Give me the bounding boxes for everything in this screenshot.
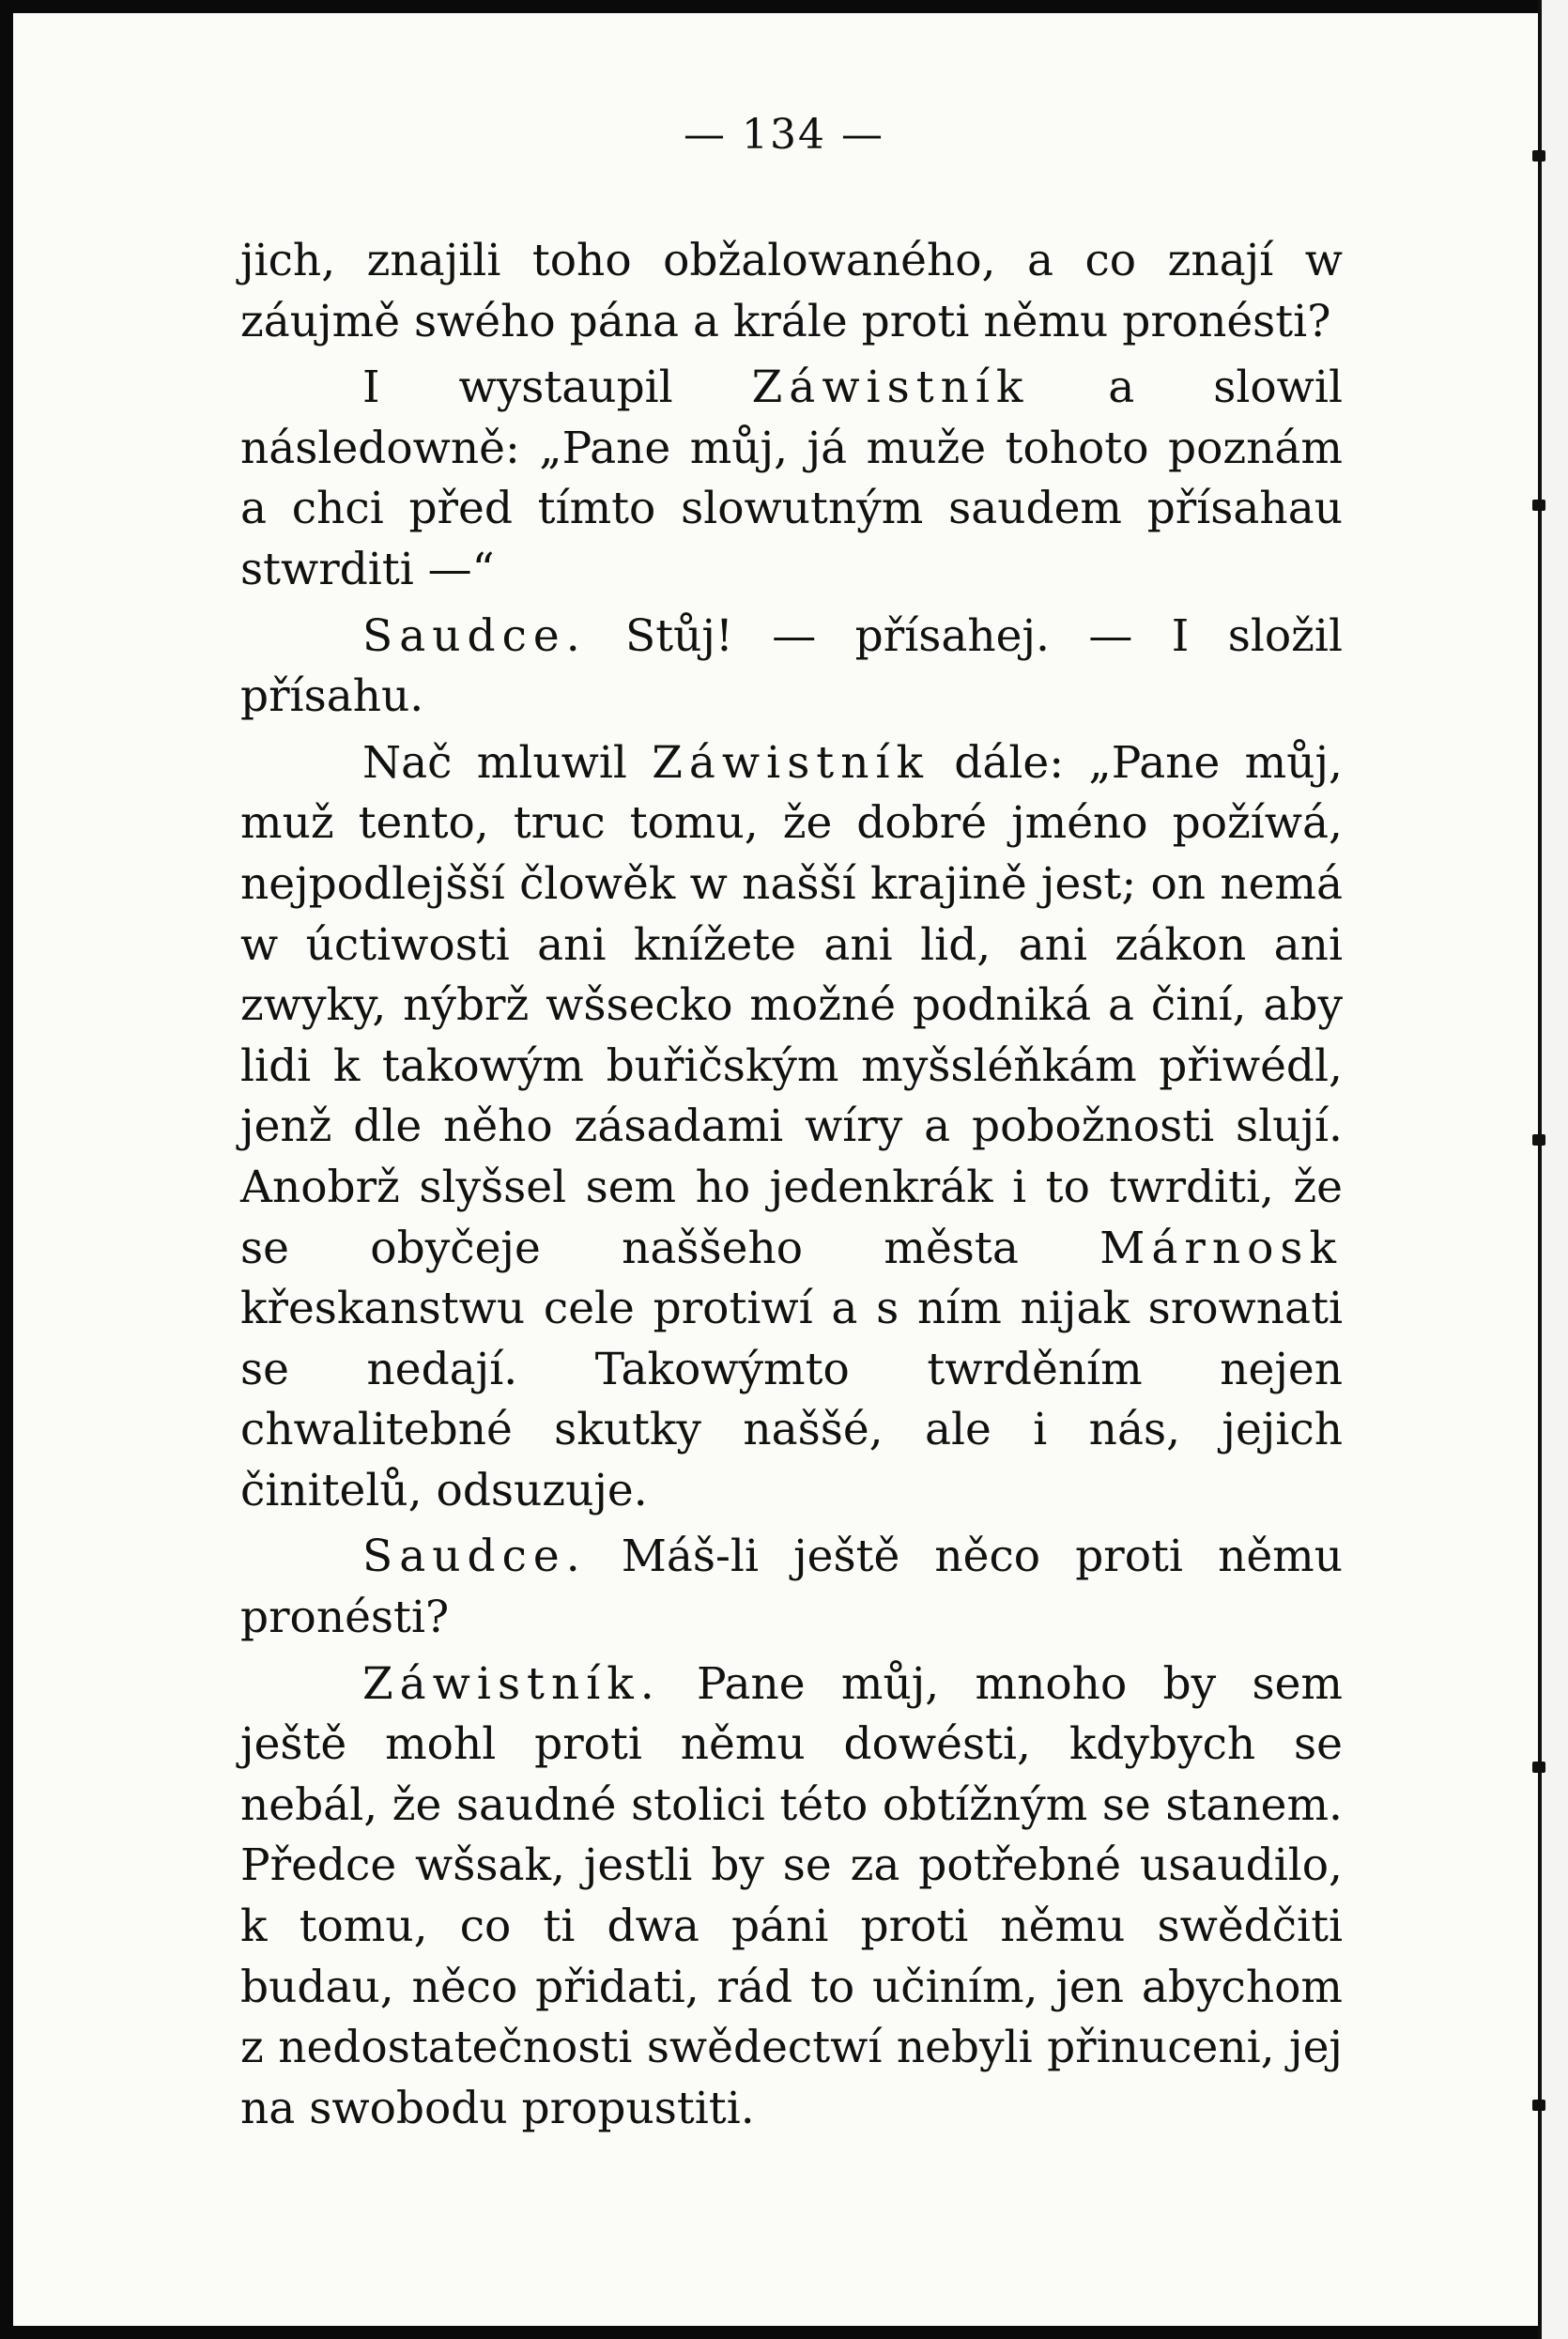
- paragraph-text: Nač mluwil: [362, 736, 653, 789]
- paragraph-text: Pane můj, mnoho by sem ještě mohl proti němu dowésti, kdybych se nebál, že saudné stolici této obtížným se stanem. Předce wšsak, jestli by se za potřebné usaudilo, k tomu, co ti dwa páni proti němu swědčiti budau, něco přidati, rád to učiním, jen abychom z nedostatečnosti swědectwí nebyli přinuceni, jej na swobodu propustiti.: [240, 1657, 1343, 2134]
- binding-mark: [1532, 1134, 1545, 1146]
- speaker-name: Saudce.: [362, 609, 587, 662]
- paragraph-2: [240, 358, 1343, 600]
- scan-margin: [1542, 0, 1568, 2339]
- paragraph-text: I wystaupil: [362, 362, 752, 414]
- binding-mark: [1532, 500, 1545, 511]
- paragraph-text: Stůj! — přísahej. — I složil přísahu.: [240, 609, 1343, 723]
- paragraph-4: [240, 733, 1343, 1522]
- paragraph-text: dále: „Pane můj, muž tento, truc tomu, že dobré jméno požíwá, nejpodlejšší člowěk w našší krajině jest; on nemá w úctiwosti ani knížete ani lid, ani zákon ani zwyky, nýbrž wšsecko možné podniká a činí, aby lidi k takowým buřičským myšsléňkám přiwédl, jenž dle něho zásadami wíry a pobožnosti slují. Anobrž slyšsel sem ho jedenkrák i to twrditi, že se obyčeje naššeho města: [240, 736, 1343, 1274]
- binding-mark: [1532, 1762, 1545, 1773]
- paragraph-text: jich, znajili toho obžalowaného, a co znají w záujmě swého pána a krále proti němu pronésti?: [240, 235, 1343, 347]
- paragraph-3: [240, 607, 1343, 728]
- page-number: — 134 —: [684, 111, 884, 159]
- paragraph-1: [240, 231, 1343, 352]
- paragraph-text: a slowil následowně: „Pane můj, já muže tohoto poznám a chci před tímto slowutným saudem přísahau stwrditi —“: [240, 362, 1343, 595]
- binding-mark: [1532, 2100, 1545, 2111]
- paragraph-text: Máš-li ještě něco proti němu pronésti?: [240, 1531, 1343, 1644]
- paragraph-text: křeskanstwu cele protiwí a s ním nijak srownati se nedají. Takowýmto twrděním nejen chwalitebné skutky naššé, ale i nás, jejich činitelů, odsuzuje.: [240, 1283, 1343, 1516]
- body-text: [240, 231, 1343, 2145]
- paragraph-6: [240, 1654, 1343, 2140]
- paragraph-5: [240, 1527, 1343, 1648]
- speaker-name: Saudce.: [362, 1531, 587, 1583]
- speaker-name: Márnosk: [1099, 1222, 1343, 1274]
- speaker-name: Záwistník: [652, 736, 930, 789]
- speaker-name: Záwistník.: [362, 1657, 661, 1710]
- speaker-name: Záwistník: [751, 362, 1030, 414]
